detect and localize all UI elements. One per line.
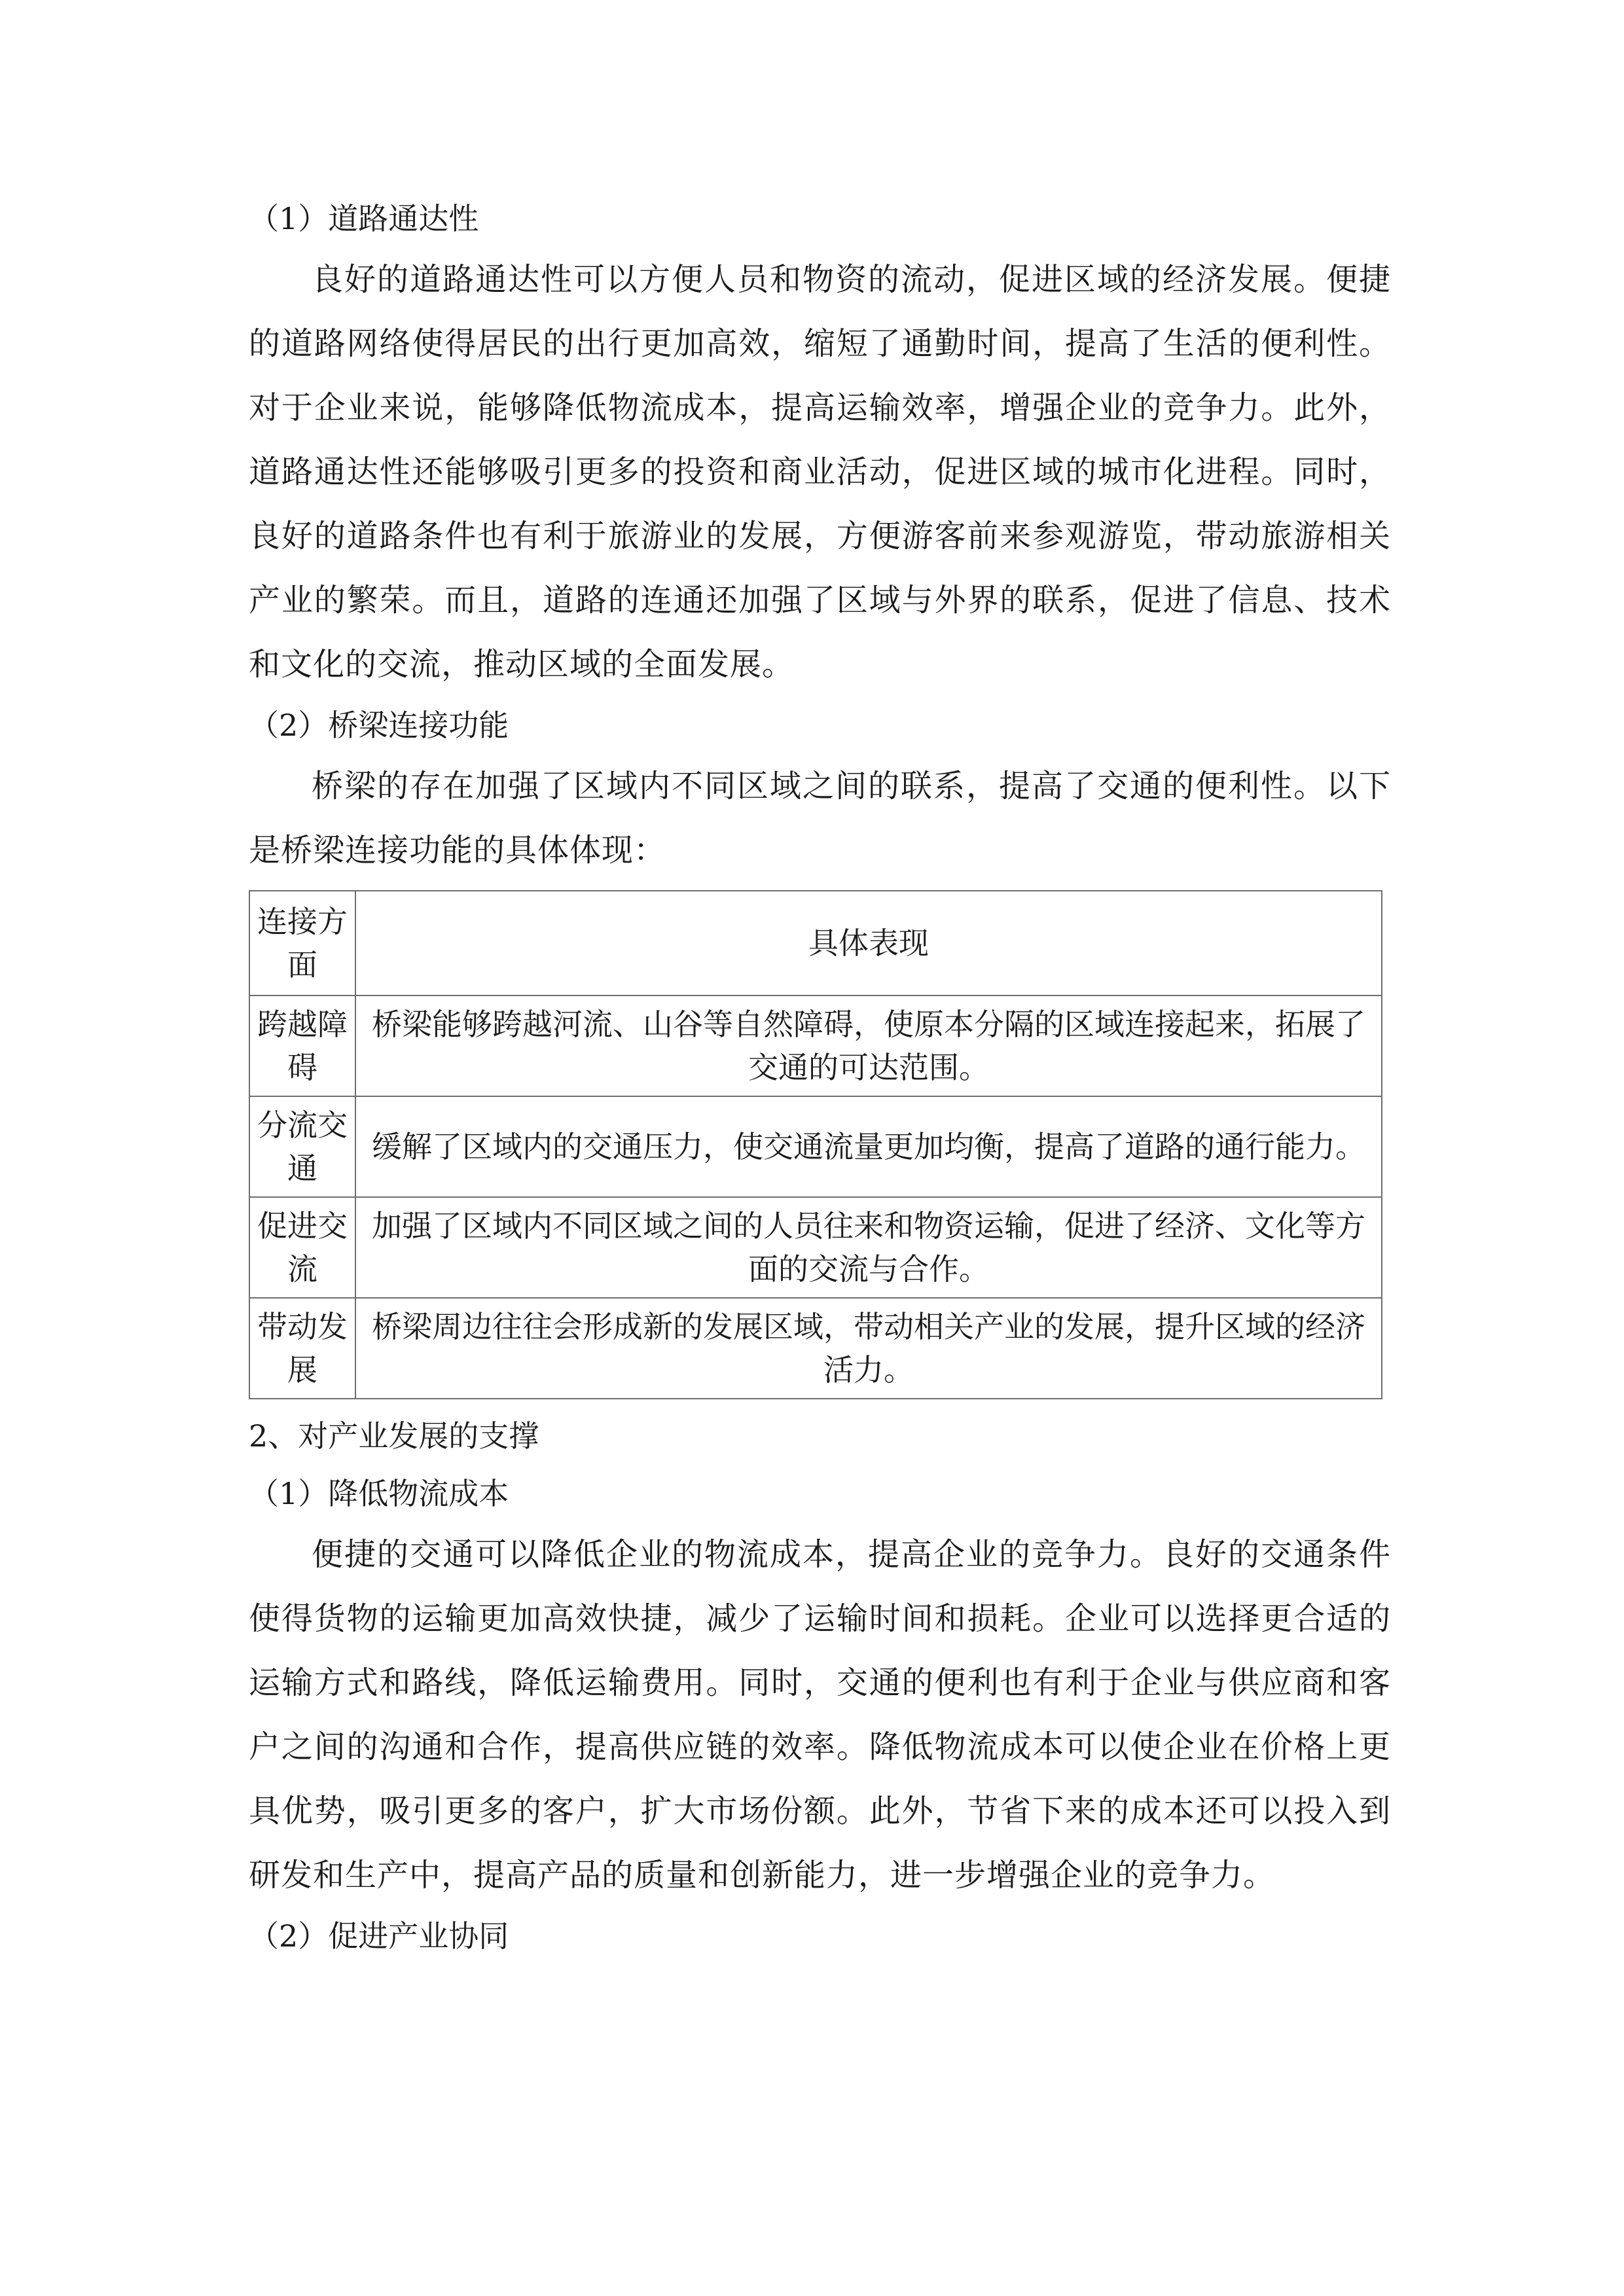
table-row [249,996,1382,1096]
table-cell-detail: 缓解了区域内的交通压力，使交通流量更加均衡，提高了道路的通行能力。 [355,1096,1382,1197]
table-header-aspect: 连接方面 [249,891,355,996]
table-cell-aspect: 带动发展 [249,1298,355,1399]
table-header-detail: 具体表现 [355,891,1382,996]
table-cell-aspect: 跨越障碍 [249,996,355,1096]
table-cell-aspect: 分流交通 [249,1096,355,1197]
table-row [249,1096,1382,1197]
table-row [249,1298,1382,1399]
logistics-cost-paragraph: 便捷的交通可以降低企业的物流成本，提高企业的竞争力。良好的交通条件使得货物的运输更加高效快捷，减少了运输时间和损耗。企业可以选择更合适的运输方式和路线，降低运输费用。同时，交通的便利也有利于企业与供应商和客户之间的沟通和合作，提高供应链的效率。降低物流成本可以使企业在价格上更具优势，吸引更多的客户，扩大市场份额。此外，节省下来的成本还可以投入到研发和生产中，提高产品的质量和创新能力，进一步增强企业的竞争力。 [249,1536,1391,1893]
table-cell-detail: 桥梁能够跨越河流、山谷等自然障碍，使原本分隔的区域连接起来，拓展了交通的可达范围。 [355,996,1382,1096]
road-accessibility-heading: （1）道路通达性 [249,201,479,236]
table-header-row [249,891,1382,996]
road-accessibility-paragraph: 良好的道路通达性可以方便人员和物资的流动，促进区域的经济发展。便捷的道路网络使得居民的出行更加高效，缩短了通勤时间，提高了生活的便利性。对于企业来说，能够降低物流成本，提高运输效率，增强企业的竞争力。此外，道路通达性还能够吸引更多的投资和商业活动，促进区域的城市化进程。同时，良好的道路条件也有利于旅游业的发展，方便游客前来参观游览，带动旅游相关产业的繁荣。而且，道路的连通还加强了区域与外界的联系，促进了信息、技术和文化的交流，推动区域的全面发展。 [249,261,1391,683]
industry-synergy-heading: （2）促进产业协同 [249,1918,509,1954]
table-cell-detail: 桥梁周边往往会形成新的发展区域，带动相关产业的发展，提升区域的经济活力。 [355,1298,1382,1399]
logistics-cost-heading: （1）降低物流成本 [249,1476,509,1511]
bridge-function-table [249,890,1382,1399]
table-cell-detail: 加强了区域内不同区域之间的人员往来和物资运输，促进了经济、文化等方面的交流与合作。 [355,1197,1382,1298]
industry-support-heading: 2、对产业发展的支撑 [249,1418,539,1454]
bridge-connection-paragraph: 桥梁的存在加强了区域内不同区域之间的联系，提高了交通的便利性。以下是桥梁连接功能的具体体现： [249,768,1391,869]
document-page [249,190,1391,1965]
bridge-connection-heading: （2）桥梁连接功能 [249,708,509,743]
table-row [249,1197,1382,1298]
table-cell-aspect: 促进交流 [249,1197,355,1298]
